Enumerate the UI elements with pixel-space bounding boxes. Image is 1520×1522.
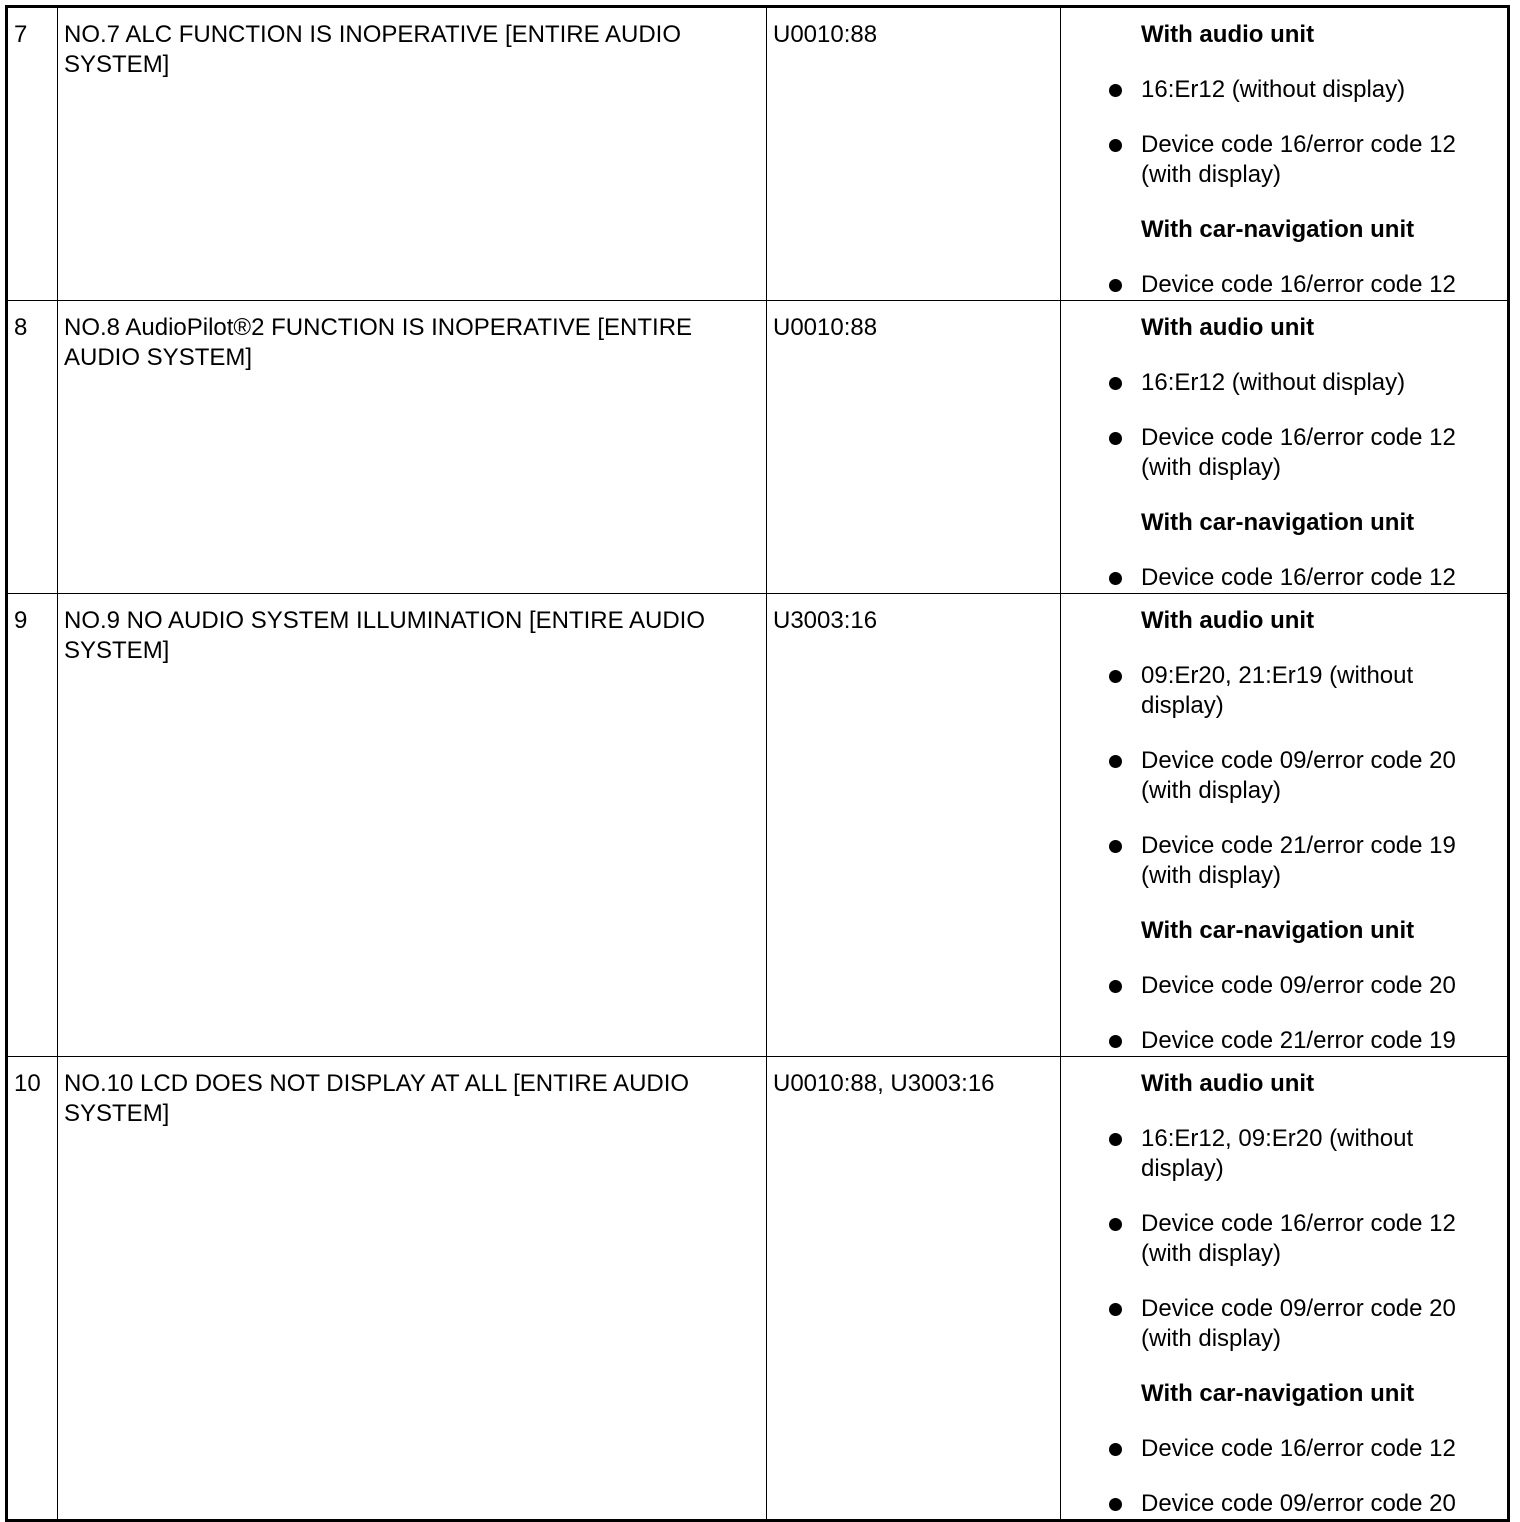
bullet-icon — [1109, 980, 1122, 993]
bullet-icon — [1109, 1035, 1122, 1048]
bullet-icon — [1109, 1133, 1122, 1146]
bullet-icon — [1109, 572, 1122, 585]
code-group — [1061, 313, 1497, 483]
list-item: Device code 21/error code 19 (with display) — [1141, 831, 1497, 891]
list-item: Device code 16/error code 12 (with display) — [1141, 423, 1497, 483]
code-group — [1061, 508, 1497, 593]
list-item: Device code 09/error code 20 (with display) — [1141, 1294, 1497, 1354]
code-group — [1061, 20, 1497, 190]
code-group — [1061, 1069, 1497, 1354]
table-row — [7, 1057, 1509, 1521]
bullet-icon — [1109, 432, 1122, 445]
list-item: 09:Er20, 21:Er19 (without display) — [1141, 661, 1497, 721]
list-item: Device code 09/error code 20 — [1141, 1489, 1497, 1519]
code-group — [1061, 606, 1497, 891]
table-row — [7, 594, 1509, 1057]
row-number: 10 — [7, 1057, 58, 1521]
code-group — [1061, 1379, 1497, 1519]
bullet-icon — [1109, 1218, 1122, 1231]
group-heading: With car-navigation unit — [1141, 509, 1415, 536]
error-code-cell — [1061, 1057, 1509, 1521]
group-heading: With audio unit — [1141, 607, 1315, 634]
bullet-icon — [1109, 139, 1122, 152]
group-heading: With car-navigation unit — [1141, 917, 1415, 944]
list-item: Device code 09/error code 20 (with display) — [1141, 746, 1497, 806]
group-heading: With audio unit — [1141, 314, 1315, 341]
symptom-text: NO.7 ALC FUNCTION IS INOPERATIVE [ENTIRE AUDIO SYSTEM] — [58, 7, 767, 301]
list-item: Device code 09/error code 20 — [1141, 971, 1497, 1001]
dtc-code: U0010:88, U3003:16 — [767, 1057, 1061, 1521]
diagnostic-table — [5, 5, 1510, 1522]
bullet-icon — [1109, 1498, 1122, 1511]
list-item: Device code 16/error code 12 (with display) — [1141, 1209, 1497, 1269]
symptom-text: NO.9 NO AUDIO SYSTEM ILLUMINATION [ENTIRE AUDIO SYSTEM] — [58, 594, 767, 1057]
bullet-icon — [1109, 670, 1122, 683]
row-number: 7 — [7, 7, 58, 301]
table-row — [7, 7, 1509, 301]
row-number: 8 — [7, 301, 58, 594]
group-heading: With audio unit — [1141, 1070, 1315, 1097]
list-item: Device code 21/error code 19 — [1141, 1026, 1497, 1056]
dtc-code: U0010:88 — [767, 301, 1061, 594]
group-heading: With car-navigation unit — [1141, 216, 1415, 243]
error-code-cell — [1061, 594, 1509, 1057]
list-item: Device code 16/error code 12 (with display) — [1141, 130, 1497, 190]
bullet-icon — [1109, 377, 1122, 390]
row-number: 9 — [7, 594, 58, 1057]
symptom-text: NO.10 LCD DOES NOT DISPLAY AT ALL [ENTIRE AUDIO SYSTEM] — [58, 1057, 767, 1521]
dtc-code: U3003:16 — [767, 594, 1061, 1057]
list-item: 16:Er12 (without display) — [1141, 75, 1497, 105]
dtc-code: U0010:88 — [767, 7, 1061, 301]
bullet-icon — [1109, 1443, 1122, 1456]
list-item: 16:Er12 (without display) — [1141, 368, 1497, 398]
list-item: 16:Er12, 09:Er20 (without display) — [1141, 1124, 1497, 1184]
error-code-cell — [1061, 7, 1509, 301]
error-code-cell — [1061, 301, 1509, 594]
group-heading: With car-navigation unit — [1141, 1380, 1415, 1407]
bullet-icon — [1109, 1303, 1122, 1316]
bullet-icon — [1109, 279, 1122, 292]
symptom-text: NO.8 AudioPilot®2 FUNCTION IS INOPERATIVE [ENTIRE AUDIO SYSTEM] — [58, 301, 767, 594]
list-item: Device code 16/error code 12 — [1141, 563, 1497, 593]
code-group — [1061, 215, 1497, 300]
bullet-icon — [1109, 840, 1122, 853]
list-item: Device code 16/error code 12 — [1141, 270, 1497, 300]
bullet-icon — [1109, 84, 1122, 97]
list-item: Device code 16/error code 12 — [1141, 1434, 1497, 1464]
group-heading: With audio unit — [1141, 21, 1315, 48]
table-row — [7, 301, 1509, 594]
bullet-icon — [1109, 755, 1122, 768]
code-group — [1061, 916, 1497, 1056]
